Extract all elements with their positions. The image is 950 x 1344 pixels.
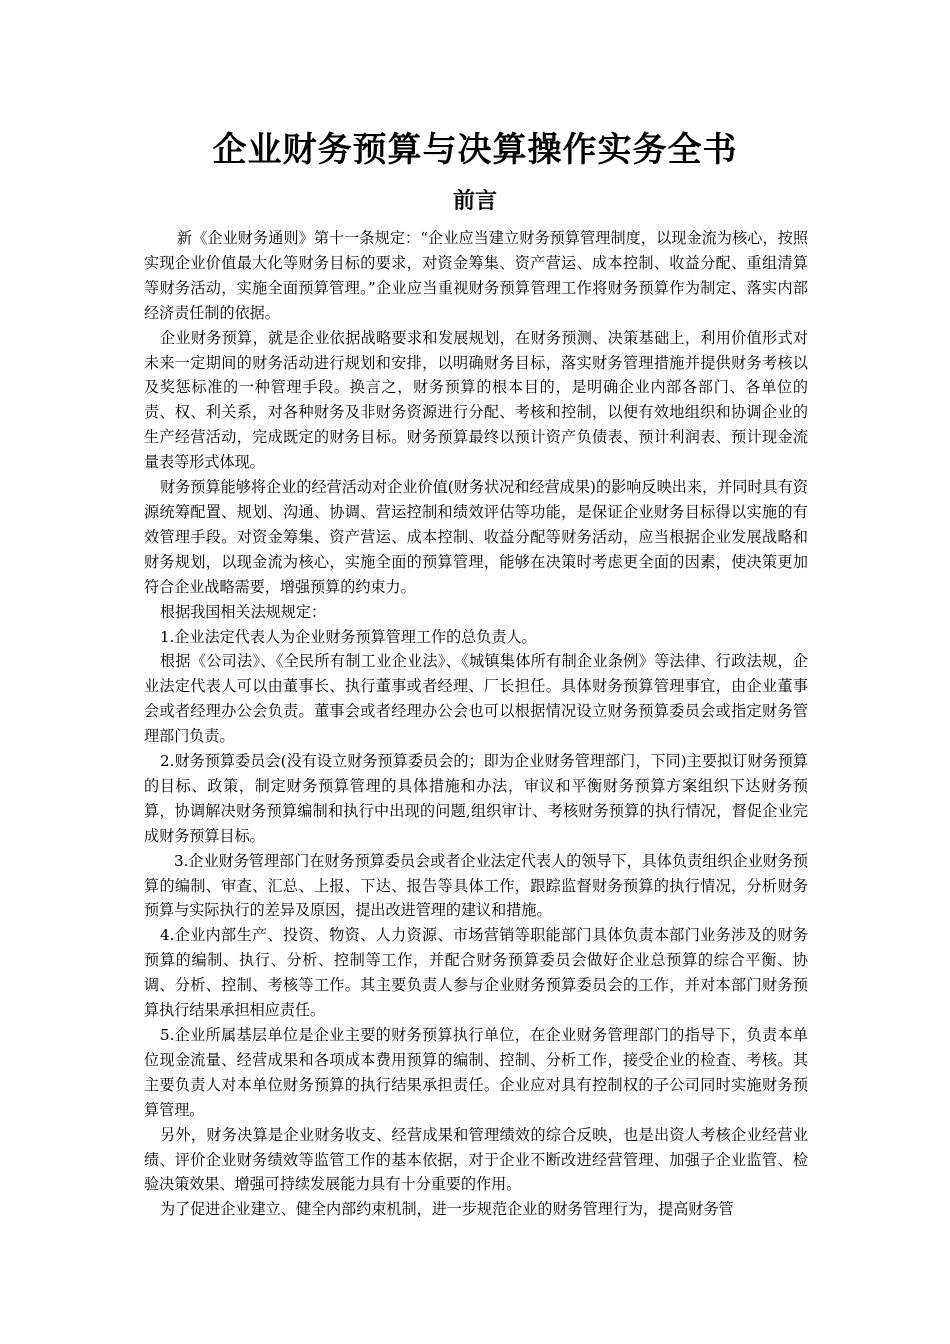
- paragraph: 根据《公司法》、《全民所有制工业企业法》、《城镇集体所有制企业条例》等法律、行政法规，企业法定代表人可以由董事长、执行董事或者经理、厂长担任。具体财务预算管理事宜，由企业董事会或者经理办公会负责。董事会或者经理办公会也可以根据情况设立财务预算委员会或指定财务管理部门负责。: [144, 652, 808, 746]
- paragraph: 企业财务预算，就是企业依据战略要求和发展规划，在财务预测、决策基础上，利用价值形式对未来一定期间的财务活动进行规划和安排，以明确财务目标，落实财务管理措施并提供财务考核以及奖惩标准的一种管理手段。换言之，财务预算的根本目的，是明确企业内部各部门、各单位的责、权、利关系，对各种财务及非财务资源进行分配、考核和控制，以便有效地组织和协调企业的生产经营活动，完成既定的财务目标。财务预算最终以预计资产负债表、预计利润表、预计现金流量表等形式体现。: [144, 328, 808, 472]
- document-title: 企业财务预算与决算操作实务全书: [212, 130, 738, 170]
- paragraph: 1.企业法定代表人为企业财务预算管理工作的总负责人。: [160, 627, 537, 646]
- paragraph: 3.企业财务管理部门在财务预算委员会或者企业法定代表人的领导下，具体负责组织企业财务预算的编制、审查、汇总、上报、下达、报告等具体工作，跟踪监督财务预算的执行情况，分析财务预算与实际执行的差异及原因，提出改进管理的建议和措施。: [144, 851, 808, 920]
- paragraph: 4.企业内部生产、投资、物资、人力资源、市场营销等职能部门具体负责本部门业务涉及的财务预算的编制、执行、分析、控制等工作，并配合财务预算委员会做好企业总预算的综合平衡、协调、分析、控制、考核等工作。其主要负责人参与企业财务预算委员会的工作，并对本部门财务预算执行结果承担相应责任。: [144, 926, 808, 1020]
- paragraph: 5.企业所属基层单位是企业主要的财务预算执行单位，在企业财务管理部门的指导下，负责本单位现金流量、经营成果和各项成本费用预算的编制、控制、分析工作，接受企业的检查、考核。其主要负责人对本单位财务预算的执行结果承担责任。企业应对具有控制权的子公司同时实施财务预算管理。: [144, 1026, 808, 1119]
- paragraph: 2.财务预算委员会(没有设立财务预算委员会的；即为企业财务管理部门，下同)主要拟订财务预算的目标、政策，制定财务预算管理的具体措施和办法，审议和平衡财务预算方案组织下达财务预算，协调解决财务预算编制和执行中出现的问题,组织审计、考核财务预算的执行情况，督促企业完成财务预算目标。: [144, 752, 808, 845]
- paragraph: 新《企业财务通则》第十一条规定：“企业应当建立财务预算管理制度，以现金流为核心，按照实现企业价值最大化等财务目标的要求，对资金筹集、资产营运、成本控制、收益分配、重组清算等财务活动，实施全面预算管理。”企业应当重视财务预算管理工作将财务预算作为制定、落实内部经济责任制的依据。: [144, 229, 808, 322]
- paragraph: 根据我国相关法规规定：: [160, 602, 327, 621]
- document-body: [144, 226, 808, 1222]
- paragraph: 为了促进企业建立、健全内部约束机制，进一步规范企业的财务管理行为，提高财务管: [160, 1200, 734, 1219]
- section-heading-preface: 前言: [452, 188, 497, 214]
- paragraph: 财务预算能够将企业的经营活动对企业价值(财务状况和经营成果)的影响反映出来，并同时具有资源统筹配置、规划、沟通、协调、营运控制和绩效评估等功能，是保证企业财务目标得以实施的有效管理手段。对资金筹集、资产营运、成本控制、收益分配等财务活动，应当根据企业发展战略和财务规划，以现金流为核心，实施全面的预算管理，能够在决策时考虑更全面的因素，使决策更加符合企业战略需要，增强预算的约束力。: [144, 478, 808, 596]
- paragraph: 另外，财务决算是企业财务收支、经营成果和管理绩效的综合反映，也是出资人考核企业经营业绩、评价企业财务绩效等监管工作的基本依据，对于企业不断改进经营管理、加强子企业监管、检验决策效果、增强可持续发展能力具有十分重要的作用。: [144, 1125, 808, 1194]
